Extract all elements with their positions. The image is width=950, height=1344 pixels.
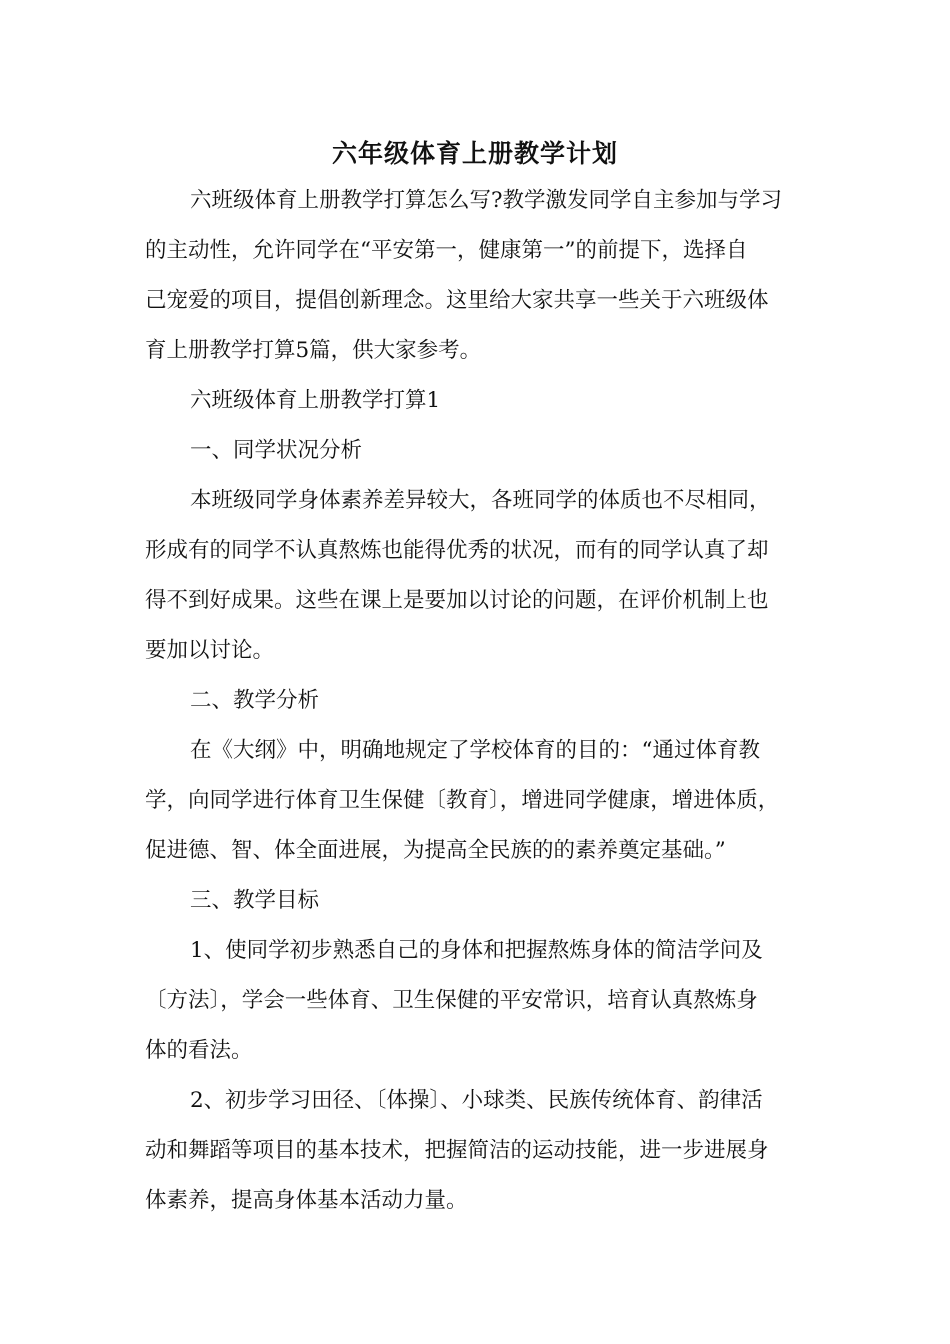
paragraph-line: 本班级同学身体素养差异较大，各班同学的体质也不尽相同， xyxy=(190,488,771,513)
section-heading: 六班级体育上册教学打算1 xyxy=(190,388,441,413)
paragraph-line: 学，向同学进行体育卫生保健〔教育〕，增进同学健康，增进体质， xyxy=(145,788,780,813)
paragraph-line: 育上册教学打算5篇，供大家参考。 xyxy=(145,338,482,363)
paragraph-line: 体素养，提高身体基本活动力量。 xyxy=(145,1188,468,1213)
paragraph-line: 得不到好成果。这些在课上是要加以讨论的问题，在评价机制上也 xyxy=(145,588,769,613)
section-heading: 一、同学状况分析 xyxy=(190,438,363,463)
section-heading: 二、教学分析 xyxy=(190,688,320,713)
paragraph-line: 六班级体育上册教学打算怎么写?教学激发同学自主参加与学习 xyxy=(190,188,783,213)
paragraph-line: 〔方法〕，学会一些体育、卫生保健的平安常识，培育认真熬炼身 xyxy=(145,988,758,1013)
paragraph-line: 体的看法。 xyxy=(145,1038,253,1063)
paragraph-line: 的主动性，允许同学在“平安第一，健康第一”的前提下，选择自 xyxy=(145,238,748,263)
paragraph-line: 形成有的同学不认真熬炼也能得优秀的状况，而有的同学认真了却 xyxy=(145,538,769,563)
paragraph-line: 要加以讨论。 xyxy=(145,638,275,663)
paragraph-line: 1、使同学初步熟悉自己的身体和把握熬炼身体的简洁学问及 xyxy=(190,938,763,963)
paragraph-line: 在《大纲》中，明确地规定了学校体育的目的：“通过体育教 xyxy=(190,738,760,763)
paragraph-line: 动和舞蹈等项目的基本技术，把握简洁的运动技能，进一步进展身 xyxy=(145,1138,769,1163)
paragraph-line: 2、初步学习田径、〔体操〕、小球类、民族传统体育、韵律活 xyxy=(190,1088,763,1113)
paragraph-line: 己宠爱的项目，提倡创新理念。这里给大家共享一些关于六班级体 xyxy=(145,288,769,313)
paragraph-line: 促进德、智、体全面进展，为提高全民族的的素养奠定基础。” xyxy=(145,838,726,863)
section-heading: 三、教学目标 xyxy=(190,888,320,913)
document-title: 六年级体育上册教学计划 xyxy=(331,139,618,168)
